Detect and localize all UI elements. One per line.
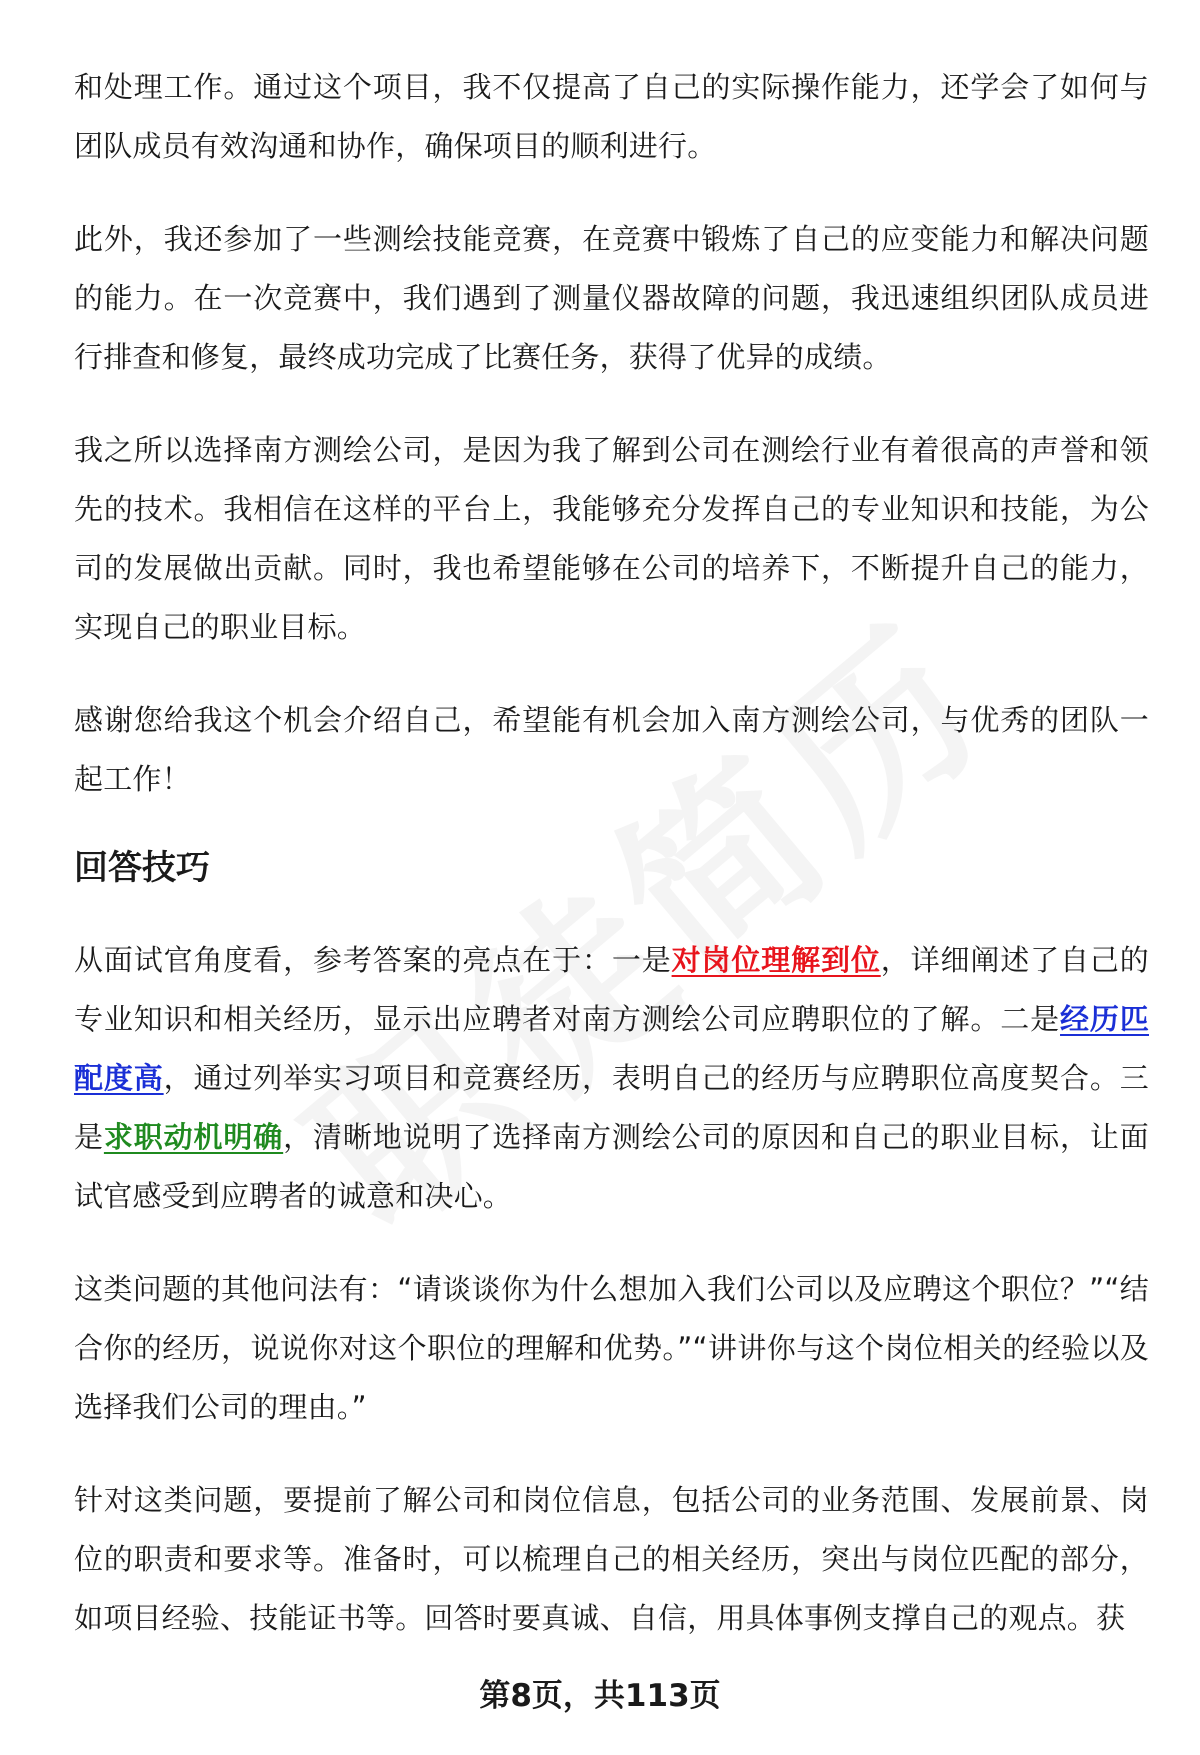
paragraph-competition: 此外，我还参加了一些测绘技能竞赛，在竞赛中锻炼了自己的应变能力和解决问题的能力。在一次竞赛中，我们遇到了测量仪器故障的问题，我迅速组织团队成员进行排查和修复，最终成功完成了比赛任务，获得了优异的成绩。 <box>74 222 1149 374</box>
paragraph-company-choice: 我之所以选择南方测绘公司，是因为我了解到公司在测绘行业有着很高的声誉和领先的技术。我相信在这样的平台上，我能够充分发挥自己的专业知识和技能，为公司的发展做出贡献。同时，我也希望能够在公司的培养下，不断提升自己的能力，实现自己的职业目标。 <box>74 433 1149 644</box>
paragraph-thanks: 感谢您给我这个机会介绍自己，希望能有机会加入南方测绘公司，与优秀的团队一起工作！ <box>74 703 1149 796</box>
section-heading-answer-tips: 回答技巧 <box>74 848 210 888</box>
highlight-clear-motivation: 求职动机明确 <box>103 1120 284 1154</box>
tips-text-4: ，清晰地说明了选择南方测绘公司的原因和自己的职业目标，让面试官感受到应聘者的诚意和决心。 <box>74 1120 1149 1213</box>
tips-text-3: ，通过列举实习项目和竞赛经历，表明自己的经历与应聘职位高度契合。三是 <box>74 1061 1149 1154</box>
highlight-role-understanding: 对岗位理解到位 <box>671 943 881 977</box>
paragraph-alternative-questions: 这类问题的其他问法有：“请谈谈你为什么想加入我们公司以及应聘这个职位？”“结合你的经历，说说你对这个职位的理解和优势。”“讲讲你与这个岗位相关的经验以及选择我们公司的理由。” <box>74 1272 1149 1424</box>
document-body <box>74 58 1149 1682</box>
page-number-footer: 第8页，共113页 <box>479 1678 721 1714</box>
highlight-experience-match: 经历匹配度高 <box>74 1002 1149 1095</box>
paragraph-tips-highlights <box>74 931 1149 1226</box>
paragraph-project-continuation: 和处理工作。通过这个项目，我不仅提高了自己的实际操作能力，还学会了如何与团队成员有效沟通和协作，确保项目的顺利进行。 <box>74 70 1149 163</box>
tips-text-2: ，详细阐述了自己的专业知识和相关经历，显示出应聘者对南方测绘公司应聘职位的了解。二是 <box>74 943 1149 1036</box>
paragraph-preparation-advice: 针对这类问题，要提前了解公司和岗位信息，包括公司的业务范围、发展前景、岗位的职责和要求等。准备时，可以梳理自己的相关经历，突出与岗位匹配的部分，如项目经验、技能证书等。回答时要真诚、自信，用具体事例支撑自己的观点。获 <box>74 1483 1149 1635</box>
tips-text-1: 从面试官角度看，参考答案的亮点在于：一是 <box>74 943 672 977</box>
